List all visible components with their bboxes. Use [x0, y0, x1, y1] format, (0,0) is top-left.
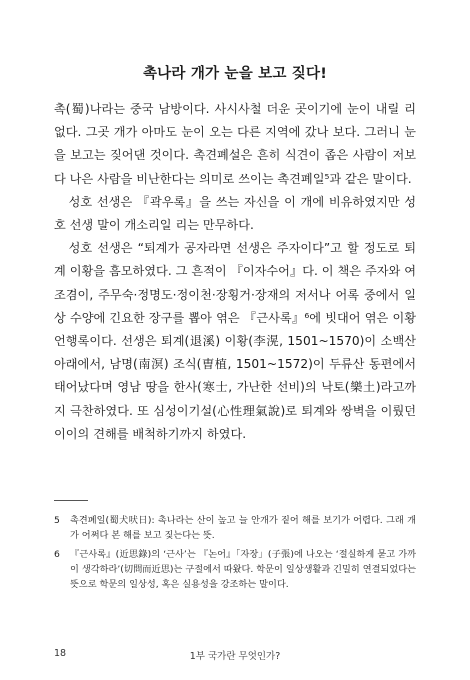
- section-title: 촉나라 개가 눈을 보고 짖다!: [142, 66, 328, 82]
- body-text: [54, 98, 416, 446]
- footnote-text: 『근사록』(近思錄)의 ‘근사’는 『논어』「자장」(子張)에 나오는 ‘절실하게 묻고 가까이 생각하라’(切問而近思)는 구절에서 따왔다. 학문이 일상생활과 긴밀히 연결되었다는 뜻으로 학문의 일상성, 혹은 실용성을 강조하는 말이다.: [70, 549, 416, 590]
- footnote-6: [54, 547, 416, 592]
- footnote-5: [54, 513, 416, 543]
- running-head: 1부 국가란 무엇인가?: [189, 651, 281, 662]
- paragraph-1: 촉(蜀)나라는 중국 남방이다. 사시사철 더운 곳이기에 눈이 내릴 리 없다. 그곳 개가 아마도 눈이 오는 다른 지역에 갔나 보다. 그러니 눈을 보고는 짖어댄 것이다. 촉견폐설은 흔히 식견이 좁은 사람이 저보다 나은 사람을 비난한다는 의미로 쓰이는 촉견폐일⁵과 같은 말이다.: [54, 102, 416, 186]
- footnote-text: 촉견폐일(蜀犬吠日): 촉나라는 산이 높고 늘 안개가 짙어 해를 보기가 어렵다. 그래 개가 어쩌다 본 해를 보고 짖는다는 뜻.: [70, 515, 416, 541]
- footnotes: [54, 513, 416, 596]
- footnote-divider: [54, 500, 88, 501]
- paragraph-3: 성호 선생은 “퇴계가 공자라면 선생은 주자이다”고 할 정도로 퇴계 이황을 흠모하였다. 그 흔적이 『이자수어』다. 이 책은 주자와 여조겸이, 주무숙·정명도·정이천·장횡거·장재의 저서나 어록 중에서 일상 수양에 긴요한 장구를 뽑아 엮은 『근사록』⁶에 빗대어 엮은 이황 언행록이다. 선생은 퇴계(退溪) 이황(李滉, 1501~1570)이 소백산 아래에서, 남명(南溟) 조식(曺植, 1501~1572)이 두류산 동편에서 태어났다며 영남 땅을 한사(寒士, 가난한 선비)의 낙토(樂土)라고까지 극찬하였다. 또 심성이기설(心性理氣說)로 퇴계와 쌍벽을 이뤘던 이이의 견해를 배척하기까지 하였다.: [54, 241, 416, 441]
- page-footer: [54, 648, 416, 664]
- page-number: 18: [54, 648, 67, 659]
- footnote-number: 6: [54, 549, 60, 560]
- footnote-number: 5: [54, 515, 60, 526]
- paragraph-2: 성호 선생은 『곽우록』을 쓰는 자신을 이 개에 비유하였지만 성호 선생 말이 개소리일 리는 만무하다.: [54, 194, 416, 233]
